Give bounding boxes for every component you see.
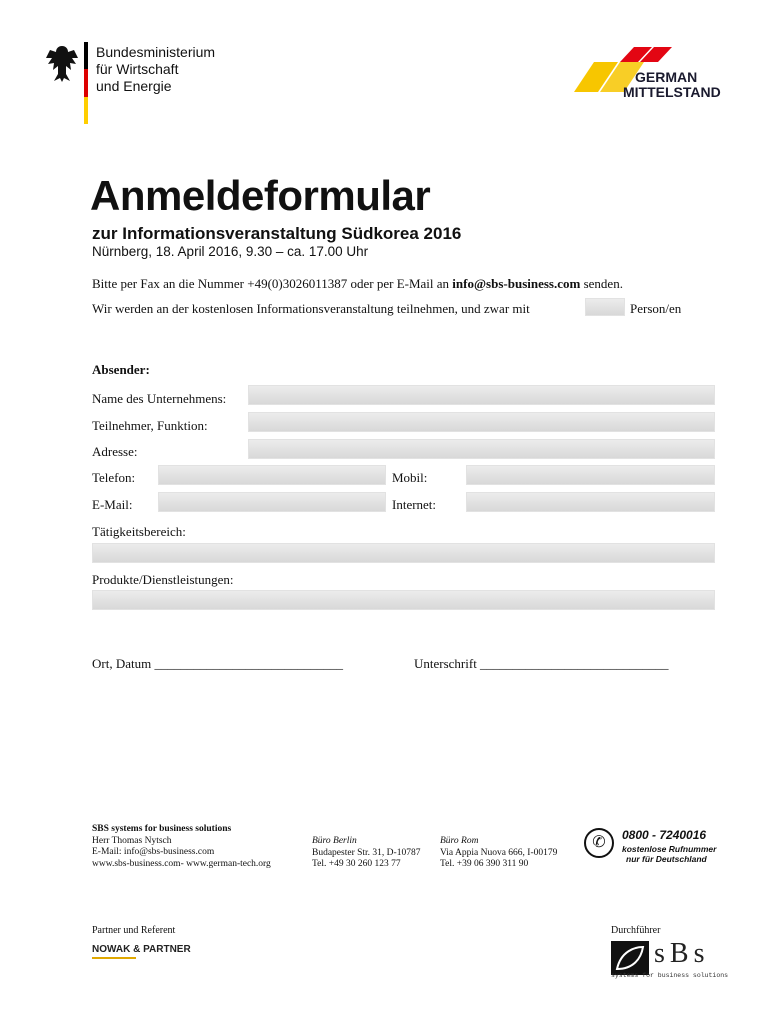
company-label: Name des Unternehmens: [92, 391, 227, 406]
email-field[interactable] [158, 492, 386, 512]
german-mittelstand-text [623, 70, 721, 100]
sbs-logo-text: sBs [654, 938, 710, 969]
sbs-leaf-icon [611, 941, 649, 975]
footer-web[interactable]: www.sbs-business.com- www.german-tech.org [92, 858, 271, 869]
hotline-note [622, 844, 716, 864]
sbs-tagline: systems for business solutions [611, 972, 729, 979]
company-field[interactable] [248, 385, 715, 405]
hotline-number: 0800 - 7240016 [622, 828, 707, 842]
ministry-line: Bundesministerium [96, 44, 216, 60]
persons-count-field[interactable] [585, 298, 625, 316]
contact-email[interactable]: info@sbs-business.com [452, 276, 581, 291]
rom-street: Via Appia Nuova 666, I-00179 [440, 847, 558, 858]
footer-company-name: SBS systems for business solutions [92, 824, 232, 834]
gm-line: MITTELSTAND [623, 84, 721, 100]
signature-line[interactable]: Unterschrift _____________________________ [414, 656, 669, 671]
event-dateline: Nürnberg, 18. April 2016, 9.30 – ca. 17.00 Uhr [92, 244, 369, 259]
berlin-street: Budapester Str. 31, D-10787 [312, 847, 421, 858]
place-date-line[interactable]: Ort, Datum _____________________________ [92, 656, 343, 671]
participant-label: Teilnehmer, Funktion: [92, 418, 208, 433]
fax-instruction [92, 276, 623, 292]
hotline-note-line1: kostenlose Rufnummer [622, 844, 717, 854]
activity-field[interactable] [92, 543, 715, 563]
ministry-line: und Energie [96, 78, 172, 94]
address-field[interactable] [248, 439, 715, 459]
berlin-title-text: Büro Berlin [312, 836, 357, 846]
email-label: E-Mail: [92, 497, 133, 512]
hotline-note-line2: nur für Deutschland [626, 854, 707, 864]
persons-sentence: Wir werden an der kostenlosen Informationsveranstaltung teilnehmen, und zwar mit [92, 301, 530, 316]
participant-field[interactable] [248, 412, 715, 432]
rom-title [440, 836, 557, 848]
ministry-line: für Wirtschaft [96, 61, 179, 77]
page-title: Anmeldeformular [90, 172, 431, 219]
rom-title-text: Büro Rom [440, 836, 479, 846]
mobile-label: Mobil: [392, 470, 428, 485]
internet-field[interactable] [466, 492, 715, 512]
footer-company-block [92, 824, 271, 870]
fax-text: Bitte per Fax an die Nummer +49(0)3026011387 oder per E-Mail an [92, 276, 453, 291]
footer-berlin-block [312, 836, 420, 871]
phone-label: Telefon: [92, 470, 136, 485]
footer-rom-block [440, 836, 557, 871]
products-label: Produkte/Dienstleistungen: [92, 572, 234, 587]
address-label: Adresse: [92, 444, 138, 459]
sender-section-title: Absender: [92, 362, 150, 377]
federal-eagle-icon [44, 44, 80, 84]
berlin-title [312, 836, 420, 848]
berlin-tel: Tel. +49 30 260 123 77 [312, 859, 401, 869]
sbs-emblem-icon [611, 941, 649, 975]
mobile-field[interactable] [466, 465, 715, 485]
phone-icon: ✆ [584, 828, 614, 858]
organizer-label: Durchführer [611, 925, 661, 936]
page-subtitle: zur Informationsveranstaltung Südkorea 2016 [92, 224, 462, 243]
partner-label: Partner und Referent [92, 925, 176, 936]
nowak-logo-underline [92, 957, 136, 959]
nowak-partner-logo: NOWAK & PARTNER [92, 944, 191, 955]
phone-field[interactable] [158, 465, 386, 485]
gm-line: GERMAN [635, 69, 698, 85]
ministry-logo-text [96, 44, 215, 95]
footer-contact: Herr Thomas Nytsch [92, 835, 172, 846]
german-flag-bar [84, 42, 88, 124]
activity-label: Tätigkeitsbereich: [92, 524, 186, 539]
internet-label: Internet: [392, 497, 437, 512]
persons-suffix: Person/en [630, 301, 682, 316]
rom-tel: Tel. +39 06 390 311 90 [440, 859, 529, 869]
products-field[interactable] [92, 590, 715, 610]
footer-email[interactable]: E-Mail: info@sbs-business.com [92, 847, 215, 857]
fax-text-end: senden. [580, 276, 623, 291]
